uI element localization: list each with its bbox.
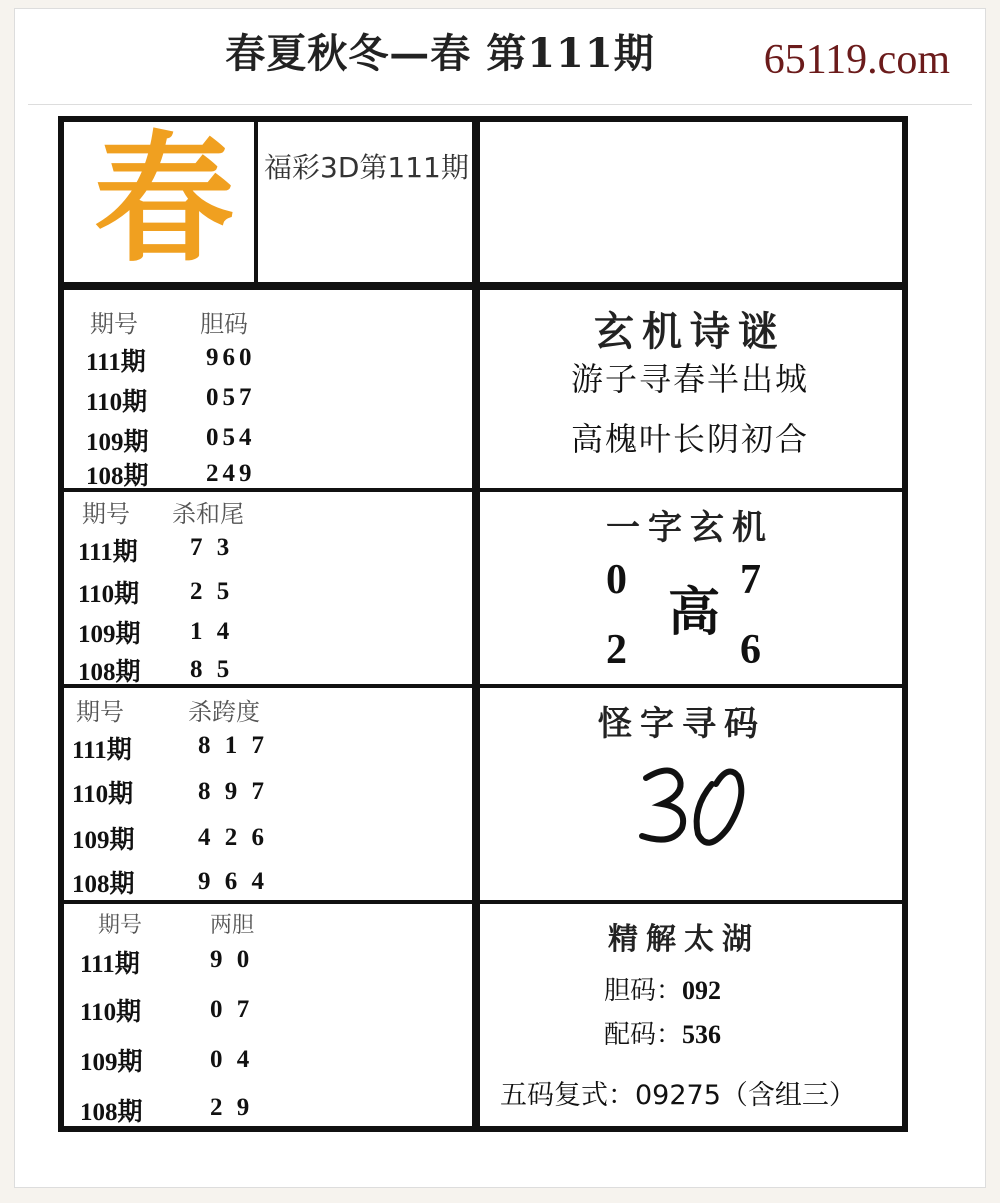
site-watermark: 65119.com <box>763 37 950 83</box>
column-header-liangdan: 两胆 <box>210 913 255 938</box>
jingjie-section <box>480 904 902 1126</box>
dan-value: 057 <box>206 384 256 411</box>
shahewei-value: 1 4 <box>190 618 234 645</box>
riddle-section <box>480 290 902 488</box>
liangdan-value: 0 4 <box>210 1046 254 1073</box>
column-header-period: 期号 <box>98 913 143 938</box>
top-left-divider <box>254 122 258 282</box>
pei-code-value: 536 <box>682 1020 722 1049</box>
period-label: 111期 <box>78 539 138 566</box>
yizi-digit: 2 <box>606 627 627 673</box>
handwritten-digits <box>632 758 762 858</box>
period-label: 111期 <box>86 349 146 376</box>
season-character: 春 <box>94 118 235 282</box>
period-label: 110期 <box>72 781 134 808</box>
shahewei-section <box>64 492 472 684</box>
dan-value: 249 <box>206 460 256 487</box>
period-label: 109期 <box>72 827 135 854</box>
jingjie-title: 精解太湖 <box>608 922 760 957</box>
shakuadu-value: 8 9 7 <box>198 778 268 805</box>
riddle-line-1: 游子寻春半出城 <box>570 360 809 398</box>
dan-section <box>64 290 472 488</box>
yizi-title: 一字玄机 <box>606 508 774 548</box>
period-label: 108期 <box>72 871 135 898</box>
column-header-shakuadu: 杀跨度 <box>188 698 260 726</box>
center-divider <box>472 122 480 1126</box>
period-label: 109期 <box>78 621 141 648</box>
five-code-compound: 五码复式：09275（含组三） <box>500 1080 856 1111</box>
top-row-divider <box>64 282 902 290</box>
yizi-digit: 6 <box>740 627 761 673</box>
column-header-dan: 胆码 <box>200 310 248 338</box>
dan-value: 054 <box>206 424 256 451</box>
header-divider <box>28 104 972 105</box>
period-label: 108期 <box>86 463 149 490</box>
shakuadu-value: 4 2 6 <box>198 824 268 851</box>
period-label: 110期 <box>86 389 148 416</box>
shakuadu-section <box>64 688 472 900</box>
period-label: 110期 <box>80 999 142 1026</box>
period-label: 108期 <box>80 1099 143 1126</box>
liangdan-section <box>64 904 472 1126</box>
dan-code-value: 092 <box>682 976 722 1005</box>
lottery-title: 福彩3D第111期 <box>264 151 469 184</box>
guaizi-title: 怪字寻码 <box>598 704 766 744</box>
column-header-period: 期号 <box>76 698 124 726</box>
yizi-digit: 0 <box>606 557 627 603</box>
period-label: 109期 <box>80 1049 143 1076</box>
shakuadu-value: 9 6 4 <box>198 868 268 895</box>
period-label: 110期 <box>78 581 140 608</box>
dan-value: 960 <box>206 344 256 371</box>
period-label: 109期 <box>86 429 149 456</box>
shakuadu-value: 8 1 7 <box>198 732 268 759</box>
dan-code-label: 胆码： <box>604 976 683 1006</box>
liangdan-value: 0 7 <box>210 996 254 1023</box>
column-header-period: 期号 <box>90 310 138 338</box>
column-header-period: 期号 <box>82 500 130 528</box>
period-label: 111期 <box>72 737 132 764</box>
riddle-title: 玄机诗谜 <box>594 308 786 355</box>
page-title: 春夏秋冬—春 第111期 <box>225 30 655 77</box>
yizi-character: 高 <box>668 582 721 643</box>
liangdan-value: 2 9 <box>210 1094 254 1121</box>
guaizi-section <box>480 688 902 900</box>
dan-code-row <box>604 970 721 1007</box>
shahewei-value: 8 5 <box>190 656 234 683</box>
liangdan-value: 9 0 <box>210 946 254 973</box>
period-label: 111期 <box>80 951 140 978</box>
shahewei-value: 7 3 <box>190 534 234 561</box>
column-header-shahewei: 杀和尾 <box>172 500 244 528</box>
lottery-board <box>58 116 908 1132</box>
riddle-line-2: 高槐叶长阴初合 <box>570 420 809 458</box>
pei-code-row <box>604 1014 721 1051</box>
pei-code-label: 配码： <box>604 1020 683 1050</box>
yizi-digit: 7 <box>740 557 761 603</box>
yizi-section <box>480 492 902 684</box>
shahewei-value: 2 5 <box>190 578 234 605</box>
period-label: 108期 <box>78 659 141 686</box>
